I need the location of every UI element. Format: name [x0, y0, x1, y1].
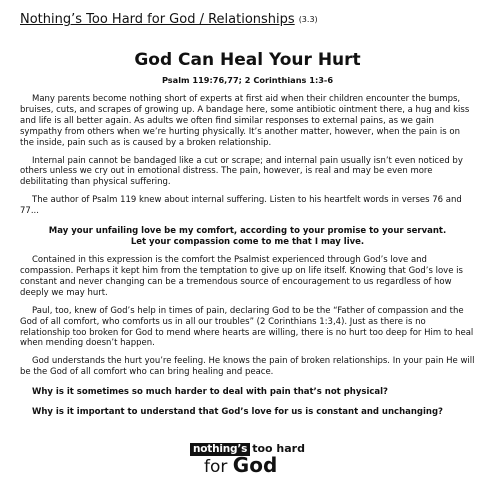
- page-header: [20, 12, 475, 28]
- logo-side-text: too hard: [252, 442, 305, 455]
- paragraph-6: God understands the hurt you’re feeling. He knows the pain of broken relationships. In your pain He will be the God of all comfort who can bring healing and peace.: [20, 356, 475, 378]
- page-title: God Can Heal Your Hurt: [134, 50, 361, 70]
- logo-box-text: nothing’s: [190, 443, 250, 456]
- question-1: Why is it sometimes so much harder to deal with pain that’s not physical?: [32, 387, 388, 398]
- quote-line-2: Let your compassion come to me that I may live.: [130, 237, 365, 248]
- logo-for-text: for: [204, 457, 228, 477]
- scripture-quote: [20, 226, 475, 248]
- quote-line-1: May your unfailing love be my comfort, according to your promise to your servant.: [48, 226, 447, 237]
- header-number: (3.3): [298, 15, 318, 24]
- question-2: Why is it important to understand that God’s love for us is constant and unchanging?: [32, 407, 443, 418]
- brand-logo: [0, 440, 495, 476]
- paragraph-2: Internal pain cannot be bandaged like a cut or scrape; and internal pain usually isn’t even noticed by others unless we cry out in emotional distress. The pain, however, is real and may be even more debilitating than physical suffering.: [20, 155, 463, 188]
- logo-god-text: God: [232, 453, 278, 477]
- header-title: Nothing’s Too Hard for God / Relationships: [20, 12, 295, 27]
- paragraph-3: The author of Psalm 119 knew about internal suffering. Listen to his heartfelt words in verses 76 and 77...: [20, 195, 462, 217]
- paragraph-5: Paul, too, knew of God’s help in times of pain, declaring God to be the “Father of compassion and the God of all comfort, who comforts us in all our troubles” (2 Corinthians 1:3,4). Just as there is no relationship too broken for God to mend where hearts are willing, there is no hurt too deep for Him to heal when mending doesn’t happen.: [20, 305, 474, 349]
- paragraph-1: Many parents become nothing short of experts at first aid when their children encounter the bumps, bruises, cuts, and scrapes of growing up. A bandage here, some antibiotic ointment there, a hug and kiss and life is all better again. As adults we often find similar responses to external pains, as we gain sympathy from others when we’re hurting physically. It’s another matter, however, when the pain is on the inside, pain such as is caused by a broken relationship.: [20, 94, 470, 148]
- scripture-reference: Psalm 119:76,77; 2 Corinthians 1:3-6: [161, 75, 334, 85]
- paragraph-4: Contained in this expression is the comfort the Psalmist experienced through God’s love and compassion. Perhaps it kept him from the temptation to give up on life itself. Knowing that God’s love is constant and never changing can be a tremendous source of encouragement to us regardless of how deeply we may hurt.: [20, 255, 463, 298]
